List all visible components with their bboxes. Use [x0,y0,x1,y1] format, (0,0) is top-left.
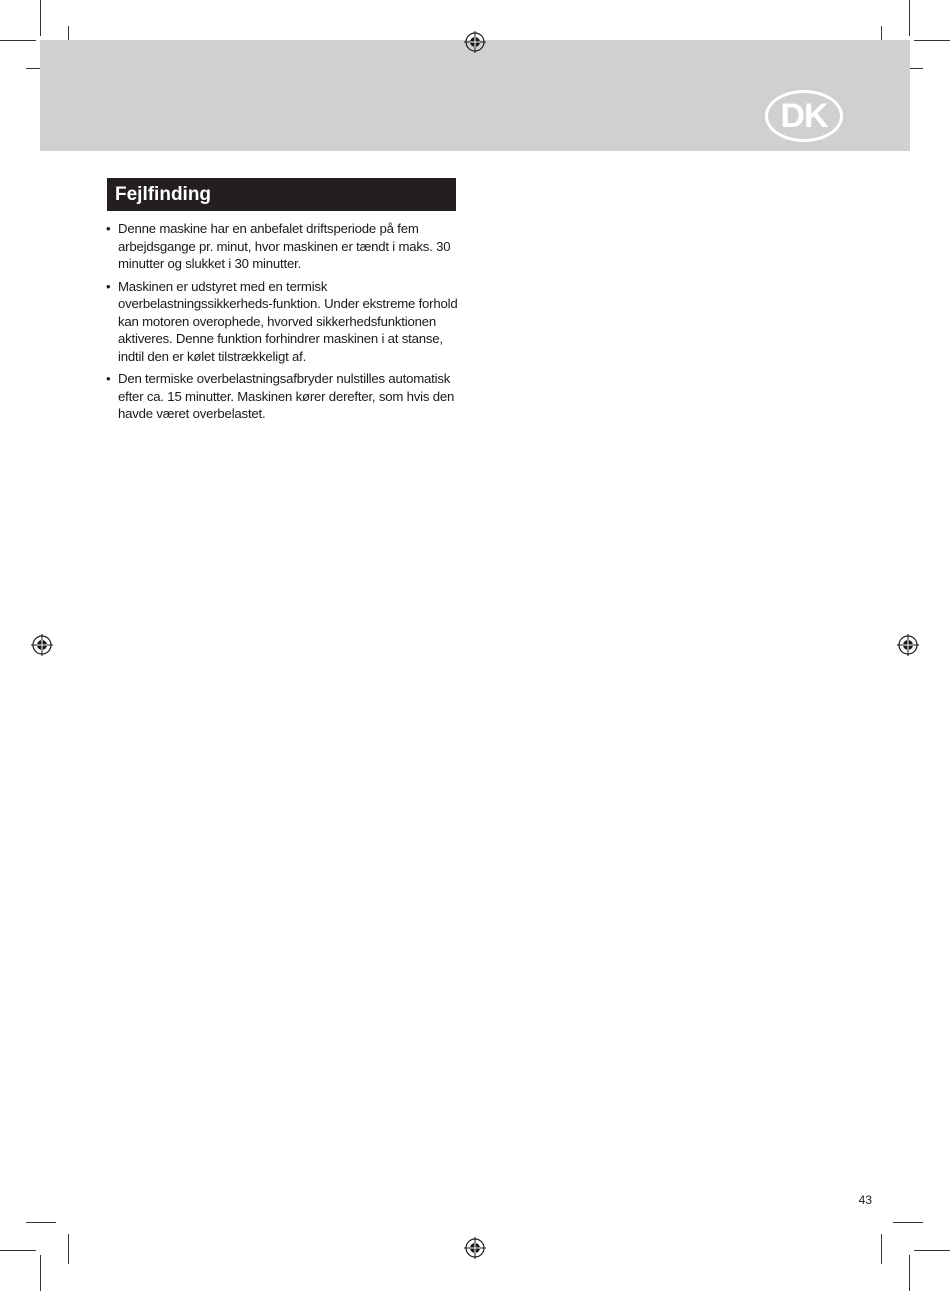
registration-mark-icon [897,634,919,656]
crop-mark-top-left-v [40,0,41,36]
crop-mark-top-right-h [914,40,950,41]
language-badge: DK [765,90,843,142]
list-item [106,370,458,423]
list-item-text: Maskinen er udstyret med en termisk overbelastningssikkerheds-funktion. Under ekstreme forhold kan motoren overophede, hvorved sikkerhedsfunktionen aktiveres. Denne funktion forhindrer maskinen i at stanse, indtil den er kølet tilstrækkeligt af. [118,278,458,364]
list-item [106,220,458,273]
crop-mark-bottom-right-h2 [893,1222,923,1223]
bullet-icon: • [106,278,111,294]
bullet-list [106,220,458,428]
crop-mark-top-left-h [0,40,36,41]
bullet-icon: • [106,371,111,386]
crop-mark-bottom-left-v [40,1255,41,1291]
crop-mark-bottom-right-h [914,1250,950,1251]
page-number: 43 [858,1193,872,1207]
list-item-text: Den termiske overbelastningsafbryder nulstilles automatisk efter ca. 15 minutter. Maskinen kører derefter, som hvis den havde været overbelastet. [118,371,455,421]
registration-mark-icon [31,634,53,656]
list-item [106,278,458,366]
crop-mark-bottom-right-v2 [881,1234,882,1264]
crop-mark-bottom-left-h [0,1250,36,1251]
crop-mark-bottom-right-v [909,1255,910,1291]
registration-mark-icon [464,1237,486,1259]
registration-mark-icon [464,31,486,53]
bullet-icon: • [106,221,111,236]
crop-mark-bottom-left-h2 [26,1222,56,1223]
section-title: Fejlfinding [107,178,456,211]
list-item-text: Denne maskine har en anbefalet driftsperiode på fem arbejdsgange pr. minut, hvor maskinen er tændt i maks. 30 minutter og slukket i 30 minutter. [118,221,451,271]
crop-mark-bottom-left-v2 [68,1234,69,1264]
crop-mark-top-right-v [909,0,910,36]
